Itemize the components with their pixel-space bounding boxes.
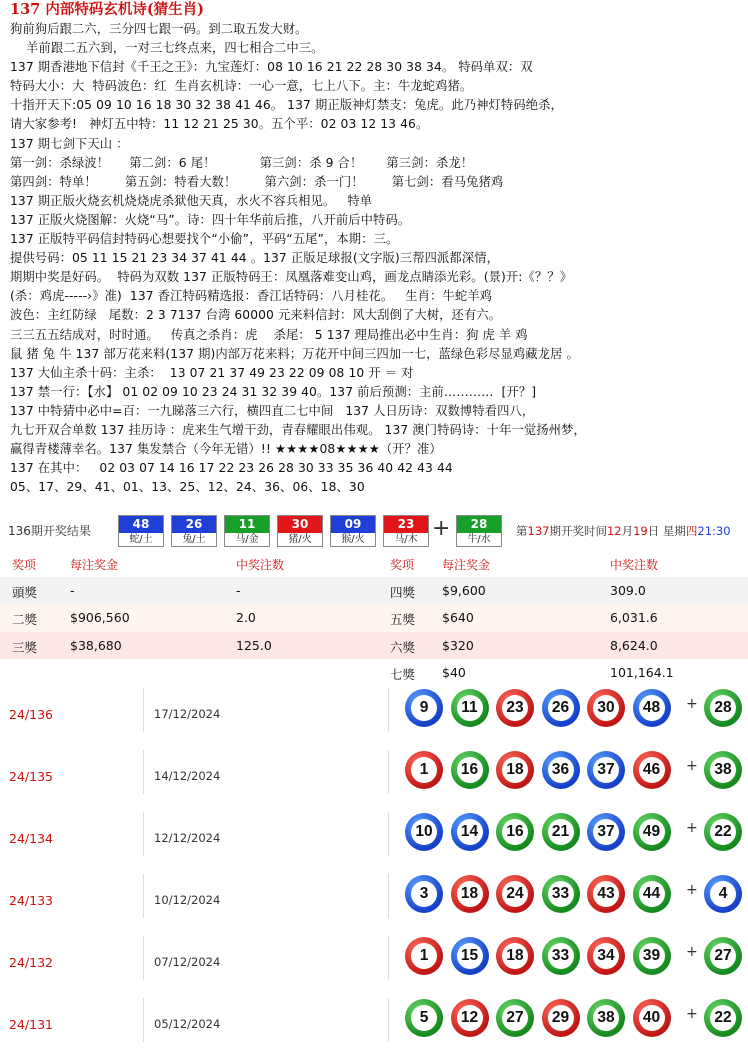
ball-number: 26 bbox=[548, 695, 574, 721]
result-row bbox=[0, 810, 748, 872]
lottery-ball bbox=[587, 689, 625, 727]
poem-line: 137 禁一行：【水】 01 02 09 10 23 24 31 32 39 40。137 前后预测：主前………… [开？] bbox=[10, 384, 537, 399]
ball-number: 38 bbox=[593, 1005, 619, 1031]
ball-number: 30 bbox=[278, 516, 322, 533]
lottery-ball bbox=[496, 999, 534, 1037]
ball-number: 3 bbox=[411, 881, 437, 907]
result-issue: 24/136 bbox=[9, 707, 53, 722]
lottery-ball bbox=[542, 813, 580, 851]
ball-number: 27 bbox=[710, 943, 736, 969]
ball-number: 18 bbox=[502, 757, 528, 783]
result-row bbox=[0, 748, 748, 810]
prize-cell: - bbox=[70, 583, 75, 599]
divider bbox=[388, 874, 389, 918]
lottery-ball bbox=[451, 751, 489, 789]
info-weekday: 四 bbox=[685, 524, 698, 538]
ball-number: 5 bbox=[411, 1005, 437, 1031]
ball-number: 1 bbox=[411, 943, 437, 969]
result-issue: 24/135 bbox=[9, 769, 53, 784]
lottery-ball bbox=[633, 689, 671, 727]
plus-sign: + bbox=[686, 882, 698, 898]
lottery-ball bbox=[405, 813, 443, 851]
poem-line: 137 期七剑下天山 ： bbox=[10, 136, 129, 151]
plus-sign: + bbox=[432, 516, 451, 541]
ball-zodiac: 牛/水 bbox=[467, 534, 491, 545]
prize-row bbox=[0, 632, 748, 659]
lottery-ball bbox=[542, 751, 580, 789]
plus-sign: + bbox=[686, 758, 698, 774]
ball-number: 28 bbox=[457, 516, 501, 533]
ball-zodiac: 蛇/土 bbox=[129, 534, 153, 545]
ball-number: 4 bbox=[710, 881, 736, 907]
ball-number: 23 bbox=[502, 695, 528, 721]
result-date: 12/12/2024 bbox=[154, 831, 221, 845]
poem-line: 137 大仙主杀十码：主杀： 13 07 21 37 49 23 22 09 08 10 开 ＝ 对 bbox=[10, 365, 414, 380]
ball-number: 28 bbox=[710, 695, 736, 721]
lottery-ball bbox=[496, 689, 534, 727]
poem-line: 九七开双合单数 137 挂历诗 ：虎来生气增干劲，青春耀眼出伟观。 137 澳门特码诗：十年一觉扬州梦， bbox=[10, 422, 586, 437]
poem-line: 请大家参考! 神灯五中特：11 12 21 25 30。五个平：02 03 12 13 46。 bbox=[10, 117, 429, 132]
results-list bbox=[0, 686, 748, 1058]
prize-cell: 奖项 bbox=[12, 558, 37, 572]
poem-line: 第四剑：特单！ 第五剑：特看大数！ 第六剑：杀一门！ 第七剑：看马兔猪鸡 bbox=[10, 174, 504, 189]
info-day: 19 bbox=[633, 524, 648, 538]
prize-cell: 6,031.6 bbox=[610, 610, 658, 626]
ball-number: 21 bbox=[548, 819, 574, 845]
prize-cell: $38,680 bbox=[70, 637, 122, 653]
draw-ball bbox=[118, 515, 164, 547]
poem-line: 期期中奖是好码。 特码为双数 137 正版特码王：凤凰落难变山鸡，画龙点睛添光彩。(景)开:《？？》 bbox=[10, 270, 573, 285]
ball-number: 18 bbox=[457, 881, 483, 907]
ball-number: 48 bbox=[119, 516, 163, 533]
ball-number: 27 bbox=[502, 1005, 528, 1031]
prize-cell: $906,560 bbox=[70, 610, 130, 626]
ball-zodiac: 马/木 bbox=[394, 534, 418, 545]
prize-cell: $40 bbox=[442, 664, 466, 680]
prize-cell: 三獎 bbox=[12, 639, 38, 655]
lottery-ball bbox=[704, 999, 742, 1037]
poem-section bbox=[0, 0, 748, 512]
lottery-ball bbox=[405, 937, 443, 975]
ball-number: 22 bbox=[710, 819, 736, 845]
divider bbox=[388, 998, 389, 1042]
ball-number: 11 bbox=[457, 695, 483, 721]
poem-line: 第一剑：杀绿波！ 第二剑：6 尾！ 第三剑：杀 9 合！ 第三剑：杀龙！ bbox=[10, 155, 474, 170]
prize-cell: 125.0 bbox=[236, 637, 272, 653]
info-time: 21:30 bbox=[697, 524, 731, 538]
ball-number: 09 bbox=[331, 516, 375, 533]
ball-number: 26 bbox=[172, 516, 216, 533]
lottery-ball bbox=[405, 875, 443, 913]
ball-number: 15 bbox=[457, 943, 483, 969]
ball-number: 38 bbox=[710, 757, 736, 783]
poem-title: 137 内部特码玄机诗(猜生肖) bbox=[10, 1, 205, 18]
ball-number: 37 bbox=[593, 819, 619, 845]
poem-line: 137 期香港地下信封《千王之王》：九宝莲灯：08 10 16 21 22 28 30 38 34。 特码单双：双 bbox=[10, 60, 533, 75]
ball-number: 46 bbox=[639, 757, 665, 783]
prize-cell: 309.0 bbox=[610, 583, 646, 599]
lottery-ball bbox=[451, 689, 489, 727]
draw-ball bbox=[224, 515, 270, 547]
lottery-ball bbox=[704, 937, 742, 975]
prize-cell: $9,600 bbox=[442, 583, 486, 599]
ball-number: 1 bbox=[411, 757, 437, 783]
poem-line: 特码大小：大 特码波色：红 生肖玄机诗：一心一意，七上八下。主：牛龙蛇鸡猪。 bbox=[10, 79, 473, 94]
ball-number: 49 bbox=[639, 819, 665, 845]
lottery-ball bbox=[633, 751, 671, 789]
poem-line: 波色：主红防绿 尾数：2 3 7137 台湾 60000 元来料信封：风大刮倒了大树，还有六。 bbox=[10, 308, 502, 323]
ball-number: 40 bbox=[639, 1005, 665, 1031]
prize-cell: 8,624.0 bbox=[610, 637, 658, 653]
divider bbox=[143, 936, 144, 980]
poem-line: 137 正版火烧图解：火烧“马”。诗：四十年华前后推，八开前后中特码。 bbox=[10, 212, 411, 227]
lottery-ball bbox=[587, 937, 625, 975]
ball-number: 16 bbox=[457, 757, 483, 783]
result-date: 10/12/2024 bbox=[154, 893, 221, 907]
ball-zodiac: 猴/火 bbox=[341, 534, 365, 545]
ball-zodiac: 兔/土 bbox=[182, 534, 206, 545]
prize-row bbox=[0, 550, 748, 577]
result-issue: 24/132 bbox=[9, 955, 53, 970]
ball-number: 24 bbox=[502, 881, 528, 907]
lottery-ball bbox=[587, 813, 625, 851]
prize-cell: 七獎 bbox=[390, 666, 416, 682]
prize-cell: 五獎 bbox=[390, 612, 416, 628]
lottery-ball bbox=[633, 875, 671, 913]
lottery-ball bbox=[633, 813, 671, 851]
divider bbox=[388, 936, 389, 980]
info-issue: 137 bbox=[527, 524, 550, 538]
poem-line: 137 正版特平码信封特码心想要找个“小偷”，平码“五尾”，本期：三。 bbox=[10, 232, 399, 247]
ball-number: 44 bbox=[639, 881, 665, 907]
ball-zodiac: 猪/火 bbox=[288, 534, 312, 545]
next-draw-info bbox=[516, 523, 731, 539]
lottery-ball bbox=[542, 937, 580, 975]
ball-number: 33 bbox=[548, 881, 574, 907]
prize-table bbox=[0, 550, 748, 686]
lottery-ball bbox=[496, 937, 534, 975]
plus-sign: + bbox=[686, 944, 698, 960]
ball-number: 14 bbox=[457, 819, 483, 845]
result-date: 14/12/2024 bbox=[154, 769, 221, 783]
prize-cell: 中奖注数 bbox=[236, 558, 285, 572]
ball-number: 9 bbox=[411, 695, 437, 721]
ball-number: 18 bbox=[502, 943, 528, 969]
lottery-ball bbox=[405, 689, 443, 727]
ball-number: 29 bbox=[548, 1005, 574, 1031]
prize-cell: 101,164.1 bbox=[610, 664, 674, 680]
result-issue: 24/134 bbox=[9, 831, 53, 846]
divider bbox=[143, 812, 144, 856]
lottery-ball bbox=[587, 751, 625, 789]
prize-row bbox=[0, 577, 748, 604]
lottery-ball bbox=[587, 999, 625, 1037]
prize-cell: 二獎 bbox=[12, 612, 38, 628]
poem-lines bbox=[10, 20, 748, 497]
lottery-ball bbox=[451, 813, 489, 851]
ball-number: 10 bbox=[411, 819, 437, 845]
poem-line: 三三五五结成对，时时通。 传真之杀肖：虎 杀尾： 5 137 理局推出必中生肖：狗 虎 羊 鸡 bbox=[10, 327, 528, 342]
lottery-ball bbox=[496, 751, 534, 789]
lottery-ball bbox=[704, 813, 742, 851]
ball-number: 43 bbox=[593, 881, 619, 907]
result-row bbox=[0, 934, 748, 996]
lottery-ball bbox=[451, 999, 489, 1037]
lottery-ball bbox=[633, 937, 671, 975]
poem-line: 137 期正版火烧玄机烧烧虎杀狱他天真，水火不容兵相见。 特单 bbox=[10, 193, 373, 208]
lottery-ball bbox=[542, 689, 580, 727]
prize-cell: 奖项 bbox=[390, 558, 415, 572]
info-month-unit: 月 bbox=[621, 524, 634, 538]
prize-cell: $640 bbox=[442, 610, 474, 626]
ball-number: 22 bbox=[710, 1005, 736, 1031]
info-prefix: 第 bbox=[516, 524, 528, 538]
prize-cell: 2.0 bbox=[236, 610, 256, 626]
ball-number: 30 bbox=[593, 695, 619, 721]
draw-ball bbox=[456, 515, 502, 547]
divider bbox=[143, 750, 144, 794]
ball-number: 39 bbox=[639, 943, 665, 969]
lottery-ball bbox=[704, 875, 742, 913]
result-row bbox=[0, 686, 748, 748]
result-row bbox=[0, 996, 748, 1058]
poem-line: 137 中特猜中必中=百：一九睇落三六行，横四直二七中间 137 人日历诗：双数博特看四八， bbox=[10, 403, 535, 418]
ball-number: 33 bbox=[548, 943, 574, 969]
divider bbox=[143, 998, 144, 1042]
divider bbox=[388, 812, 389, 856]
lottery-ball bbox=[704, 689, 742, 727]
plus-sign: + bbox=[686, 820, 698, 836]
poem-line: 鼠 猪 兔 牛 137 部万花来料(137 期)内部万花来料；万花开中间三四加一七，蓝绿色彩尽显鸡藏龙居 。 bbox=[10, 346, 579, 361]
divider bbox=[143, 688, 144, 732]
prize-cell: 六獎 bbox=[390, 639, 416, 655]
poem-line: 赢得青楼薄幸名。137 集发禁合（今年无错）!! ★★★★08★★★★（开？准） bbox=[10, 442, 442, 457]
lottery-ball bbox=[451, 875, 489, 913]
info-day-unit: 日 星期 bbox=[647, 524, 686, 538]
draw-ball bbox=[277, 515, 323, 547]
poem-line: 05、17、29、41、01、13、25、12、24、36、06、18、30 bbox=[10, 480, 365, 495]
prize-row bbox=[0, 604, 748, 631]
lottery-ball bbox=[405, 751, 443, 789]
ball-number: 23 bbox=[384, 516, 428, 533]
divider bbox=[388, 688, 389, 732]
poem-line: 提供号码：05 11 15 21 23 34 37 41 44 。137 正版足球报(文字版)三帮四派都深情， bbox=[10, 251, 500, 266]
prize-cell: 每注奖金 bbox=[442, 558, 491, 572]
ball-number: 11 bbox=[225, 516, 269, 533]
lottery-ball bbox=[542, 999, 580, 1037]
result-issue: 24/131 bbox=[9, 1017, 53, 1032]
ball-number: 37 bbox=[593, 757, 619, 783]
lottery-ball bbox=[704, 751, 742, 789]
plus-sign: + bbox=[686, 1006, 698, 1022]
prize-row bbox=[0, 659, 748, 686]
prize-cell: 每注奖金 bbox=[70, 558, 119, 572]
divider bbox=[143, 874, 144, 918]
lottery-ball bbox=[633, 999, 671, 1037]
result-date: 07/12/2024 bbox=[154, 955, 221, 969]
lottery-ball bbox=[405, 999, 443, 1037]
result-row bbox=[0, 872, 748, 934]
lottery-ball bbox=[451, 937, 489, 975]
plus-sign: + bbox=[686, 696, 698, 712]
ball-number: 34 bbox=[593, 943, 619, 969]
result-date: 17/12/2024 bbox=[154, 707, 221, 721]
poem-line: 137 在其中： 02 03 07 14 16 17 22 23 26 28 30 33 35 36 40 42 43 44 bbox=[10, 461, 453, 476]
poem-line: 羊前跟二五六到，一对三七终点来，四七相合二中三。 bbox=[10, 41, 324, 56]
prize-cell: 四獎 bbox=[390, 585, 416, 601]
lottery-ball bbox=[496, 875, 534, 913]
draw-ball bbox=[330, 515, 376, 547]
divider bbox=[388, 750, 389, 794]
info-mid: 期开奖时间 bbox=[549, 524, 607, 538]
ball-number: 16 bbox=[502, 819, 528, 845]
last-draw-bar bbox=[0, 512, 748, 550]
result-date: 05/12/2024 bbox=[154, 1017, 221, 1031]
lottery-ball bbox=[496, 813, 534, 851]
lottery-ball bbox=[587, 875, 625, 913]
poem-line: 十指开天下:05 09 10 16 18 30 32 38 41 46。 137 期正版神灯禁支：兔虎。此乃神灯特码绝杀， bbox=[10, 98, 563, 113]
poem-line: (杀：鸡虎-----›》准) 137 香江特码精选报：香江话特码：八月桂花。 生肖：牛蛇羊鸡 bbox=[10, 289, 493, 304]
last-draw-label: 136期开奖结果 bbox=[8, 524, 91, 538]
lottery-ball bbox=[542, 875, 580, 913]
prize-cell: - bbox=[236, 583, 241, 599]
draw-ball bbox=[383, 515, 429, 547]
prize-cell: 中奖注数 bbox=[610, 558, 659, 572]
draw-ball bbox=[171, 515, 217, 547]
prize-cell: $320 bbox=[442, 637, 474, 653]
ball-number: 48 bbox=[639, 695, 665, 721]
ball-zodiac: 马/金 bbox=[235, 534, 259, 545]
ball-number: 36 bbox=[548, 757, 574, 783]
poem-line: 狗前狗后跟二六，三分四七跟一码。到二取五发大财。 bbox=[10, 22, 308, 36]
result-issue: 24/133 bbox=[9, 893, 53, 908]
prize-cell: 頭獎 bbox=[12, 585, 38, 601]
ball-number: 12 bbox=[457, 1005, 483, 1031]
info-month: 12 bbox=[606, 524, 622, 538]
